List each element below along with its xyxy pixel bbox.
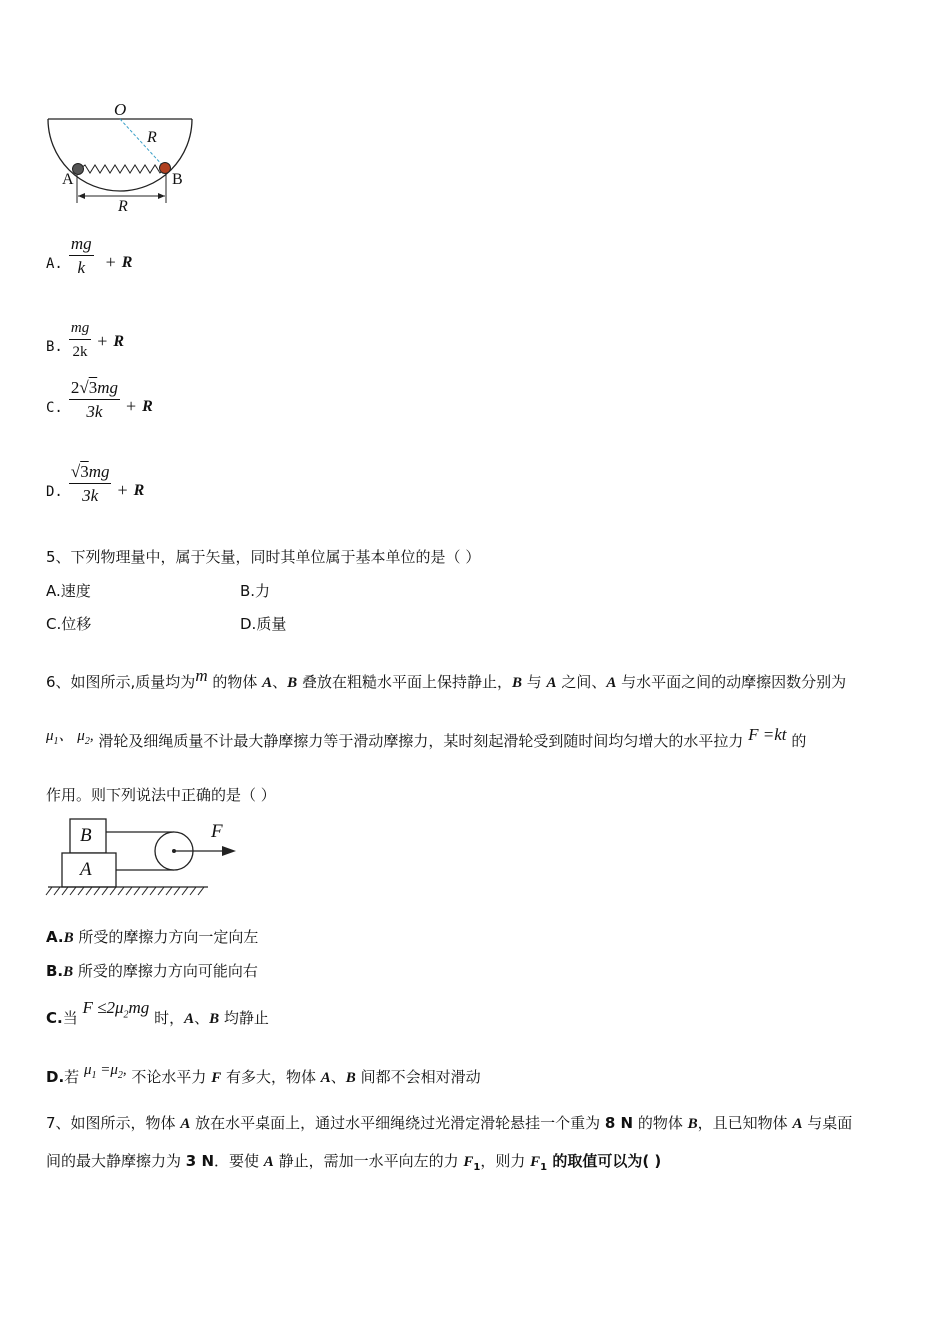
q4-option-d[interactable]: D. $\frac{√3mg}{3k}$ + R xyxy=(46,462,145,505)
q6-option-d[interactable]: D.若 $\mu_1 =\mu_2$, 不论水平力 F 有多大，物体 A、B 间都不会相对滑动 xyxy=(46,1062,481,1086)
fraction: $\frac{√3mg}{3k}$ xyxy=(70,462,110,505)
q6-line3: 作用。则下列说法中正确的是（ ） xyxy=(46,786,276,804)
fraction: $\frac{2√3mg}{3k}$ xyxy=(70,378,118,421)
q5-option-a[interactable]: A.速度 xyxy=(46,582,91,600)
option-letter: A. xyxy=(46,255,63,272)
label-O: O xyxy=(114,100,127,119)
label-A: A xyxy=(62,171,74,188)
q6-option-a[interactable]: A.B 所受的摩擦力方向一定向左 xyxy=(46,928,259,946)
q5-stem: 5、下列物理量中，属于矢量，同时其单位属于基本单位的是（ ） xyxy=(46,548,481,566)
q4-option-b[interactable]: B. $\frac{mg}{2k}$ + R xyxy=(46,318,124,363)
label-R-bottom: R xyxy=(118,198,128,215)
q6-option-b[interactable]: B.B 所受的摩擦力方向可能向右 xyxy=(46,962,258,980)
q4-option-c[interactable]: C. $\frac{2√3mg}{3k}$ + R xyxy=(46,378,153,421)
option-letter: C. xyxy=(46,399,63,416)
q7-line1: 7、如图所示，物体 A 放在水平桌面上，通过水平细绳绕过光滑定滑轮悬挂一个重为 8 N 的物体 B，且已知物体 A 与桌面 xyxy=(46,1114,853,1132)
q5-option-c[interactable]: C.位移 xyxy=(46,615,92,633)
q7-line2: 间的最大静摩擦力为 3 N．要使 A 静止，需加一水平向左的力 $F_1$，则力 $F_1$ 的取值可以为( ) xyxy=(46,1152,662,1173)
q5-option-b[interactable]: B.力 xyxy=(240,582,271,600)
fig-label-A: A xyxy=(80,859,92,880)
q5-option-d[interactable]: D.质量 xyxy=(240,615,287,633)
option-letter: B. xyxy=(46,338,63,355)
label-B: B xyxy=(172,171,183,188)
fraction: $\frac{mg}{k}$ xyxy=(70,234,92,277)
label-R-slant: R xyxy=(147,129,157,146)
fig-label-B: B xyxy=(80,825,92,846)
fraction: $\frac{mg}{2k}$ xyxy=(70,320,90,360)
q4-option-a[interactable]: A. $\frac{mg}{k}$ + R xyxy=(46,234,133,277)
q6-line1: 6、如图所示,质量均为m 的物体 A、B 叠放在粗糙水平面上保持静止，B 与 A 之间、A 与水平面之间的动摩擦因数分别为 xyxy=(46,666,847,691)
option-letter: D. xyxy=(46,483,63,500)
q6-line2: $\mu_1$、 $\mu_2$, 滑轮及细绳质量不计最大静摩擦力等于滑动摩擦力，某时刻起滑轮受到随时间均匀增大的水平拉力 F =kt 的 xyxy=(46,725,807,750)
fig-label-F: F xyxy=(211,821,223,842)
q6-option-c[interactable]: C.当 $F \le 2\mu_2mg$ 时，A、B 均静止 xyxy=(46,998,269,1027)
